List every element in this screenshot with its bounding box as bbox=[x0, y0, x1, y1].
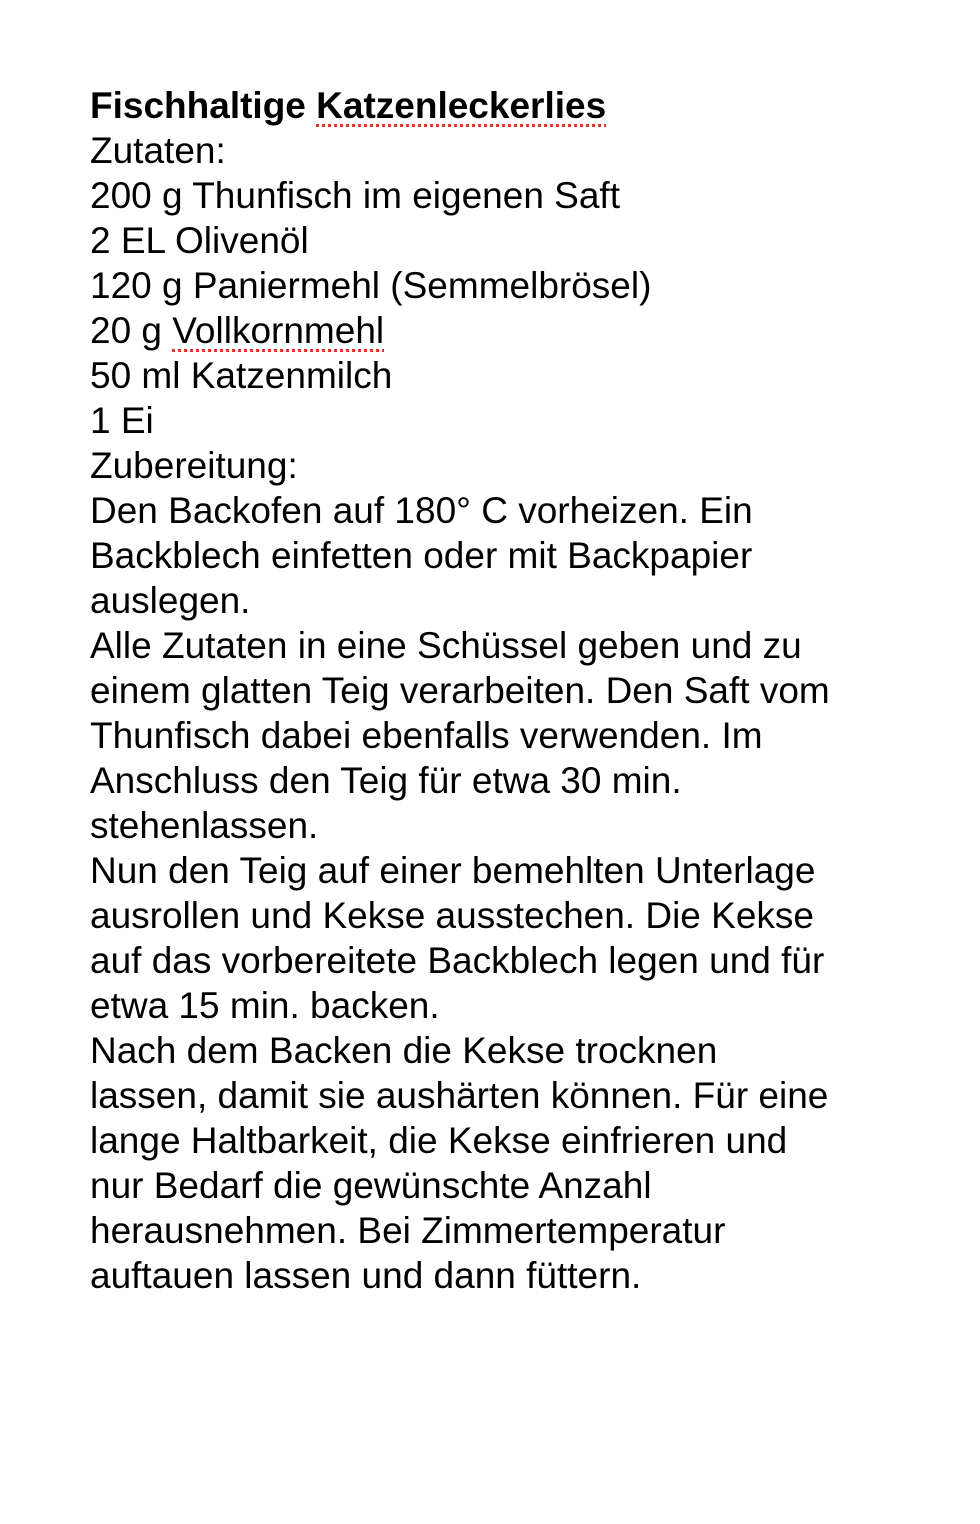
recipe-title bbox=[90, 83, 910, 128]
ingredient-line: 50 ml Katzenmilch bbox=[90, 355, 393, 396]
preparation-line: Thunfisch dabei ebenfalls verwenden. Im bbox=[90, 715, 763, 756]
ingredient-line: 1 Ei bbox=[90, 400, 154, 441]
preparation-line: Alle Zutaten in eine Schüssel geben und zu bbox=[90, 625, 802, 666]
preparation-heading: Zubereitung: bbox=[90, 445, 298, 486]
ingredient-line: 200 g Thunfisch im eigenen Saft bbox=[90, 175, 620, 216]
preparation-line: Nach dem Backen die Kekse trocknen bbox=[90, 1030, 718, 1071]
ingredient-line: 120 g Paniermehl (Semmelbrösel) bbox=[90, 265, 652, 306]
document-body bbox=[90, 83, 910, 1298]
preparation-line: nur Bedarf die gewünschte Anzahl bbox=[90, 1165, 652, 1206]
title-spellcheck-word[interactable]: Katzenleckerlies bbox=[316, 85, 607, 126]
preparation-line: Den Backofen auf 180° C vorheizen. Ein bbox=[90, 490, 753, 531]
preparation-line: etwa 15 min. backen. bbox=[90, 985, 440, 1026]
preparation-line: einem glatten Teig verarbeiten. Den Saft vom bbox=[90, 670, 830, 711]
ingredient-spellcheck-word[interactable]: Vollkornmehl bbox=[172, 310, 385, 351]
ingredient-line bbox=[90, 308, 910, 353]
preparation-line: auslegen. bbox=[90, 580, 251, 621]
preparation-line: auf das vorbereitete Backblech legen und für bbox=[90, 940, 825, 981]
ingredients-heading: Zutaten: bbox=[90, 130, 226, 171]
ingredient-amount: 20 g bbox=[90, 310, 173, 351]
preparation-line: Nun den Teig auf einer bemehlten Unterlage bbox=[90, 850, 816, 891]
preparation-line: auftauen lassen und dann füttern. bbox=[90, 1255, 642, 1296]
preparation-line: stehenlassen. bbox=[90, 805, 319, 846]
preparation-line: Anschluss den Teig für etwa 30 min. bbox=[90, 760, 682, 801]
preparation-line: lange Haltbarkeit, die Kekse einfrieren und bbox=[90, 1120, 788, 1161]
preparation-line: Backblech einfetten oder mit Backpapier bbox=[90, 535, 753, 576]
preparation-line: herausnehmen. Bei Zimmertemperatur bbox=[90, 1210, 726, 1251]
preparation-line: ausrollen und Kekse ausstechen. Die Kekse bbox=[90, 895, 814, 936]
ingredient-line: 2 EL Olivenöl bbox=[90, 220, 309, 261]
title-text: Fischhaltige bbox=[90, 85, 317, 126]
preparation-line: lassen, damit sie aushärten können. Für eine bbox=[90, 1075, 829, 1116]
